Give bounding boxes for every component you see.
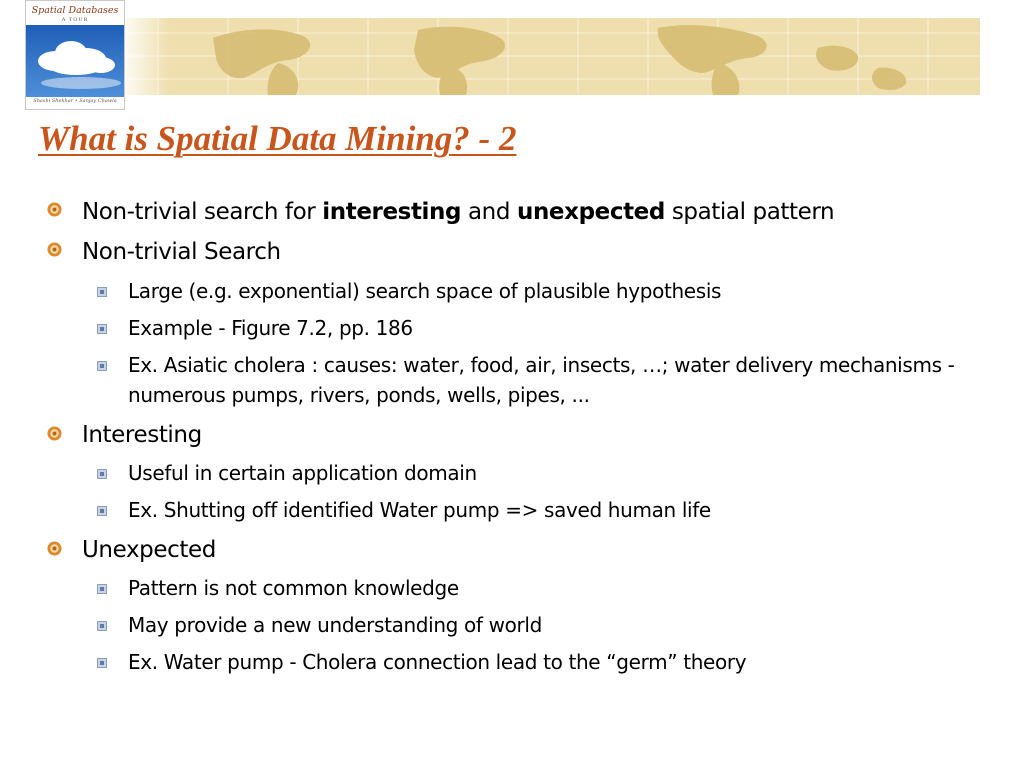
bullet-item-3: Interesting bbox=[82, 422, 202, 448]
bullet-item-4: Unexpected bbox=[82, 537, 216, 563]
square-blue-bullet-icon bbox=[97, 287, 107, 297]
bullet-1-bold-unexpected: unexpected bbox=[516, 199, 665, 225]
square-blue-bullet-icon bbox=[97, 469, 107, 479]
round-orange-bullet-icon bbox=[47, 426, 62, 441]
square-blue-bullet-icon bbox=[97, 658, 107, 668]
sub-item-3-1: Useful in certain application domain bbox=[128, 461, 477, 485]
round-orange-bullet-icon bbox=[47, 242, 62, 257]
book-authors: Shashi Shekhar • Sanjay Chawla bbox=[33, 98, 117, 104]
book-subtitle: A TOUR bbox=[61, 17, 89, 23]
sub-item-4-3: Ex. Water pump - Cholera connection lead to the “germ” theory bbox=[128, 650, 747, 674]
slide-title: What is Spatial Data Mining? - 2 bbox=[38, 119, 517, 158]
round-orange-bullet-icon bbox=[47, 541, 62, 556]
sub-item-2-2: Example - Figure 7.2, pp. 186 bbox=[128, 316, 413, 340]
bullet-1-text-b: and bbox=[461, 199, 517, 225]
bullet-item-2: Non-trivial Search bbox=[82, 239, 281, 265]
round-orange-bullet-icon bbox=[47, 202, 62, 217]
sub-item-4-1: Pattern is not common knowledge bbox=[128, 576, 459, 600]
sub-item-4-2: May provide a new understanding of world bbox=[128, 613, 542, 637]
bullet-1-bold-interesting: interesting bbox=[322, 199, 462, 225]
book-title: Spatial Databases bbox=[31, 5, 119, 16]
bullet-1-text-a: Non-trivial search for bbox=[82, 199, 323, 225]
sub-item-2-1: Large (e.g. exponential) search space of plausible hypothesis bbox=[128, 279, 722, 303]
square-blue-bullet-icon bbox=[97, 506, 107, 516]
square-blue-bullet-icon bbox=[97, 621, 107, 631]
bullet-1-text-c: spatial pattern bbox=[664, 199, 835, 225]
bullet-item-1 bbox=[82, 197, 834, 227]
square-blue-bullet-icon bbox=[97, 584, 107, 594]
sub-item-3-2: Ex. Shutting off identified Water pump => saved human life bbox=[128, 498, 711, 522]
square-blue-bullet-icon bbox=[97, 361, 107, 371]
square-blue-bullet-icon bbox=[97, 324, 107, 334]
sub-item-2-3: Ex. Asiatic cholera : causes: water, food, air, insects, …; water delivery mechanisms - numerous pumps, rivers, ponds, wells, pipes, ... bbox=[128, 353, 955, 407]
